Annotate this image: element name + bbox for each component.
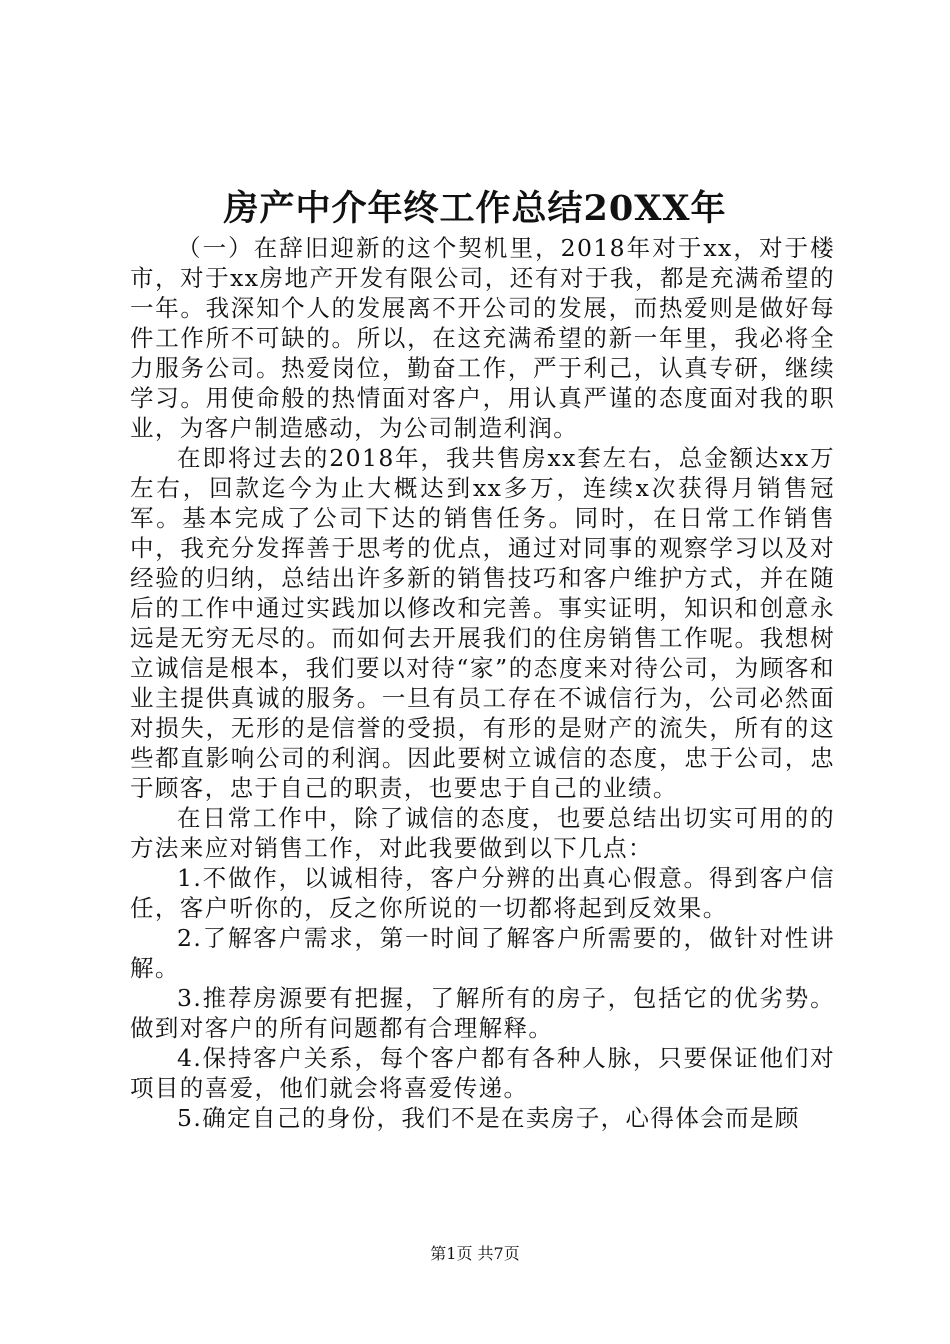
document-body — [130, 233, 835, 1133]
list-item: 1.不做作，以诚相待，客户分辨的出真心假意。得到客户信任，客户听你的，反之你所说的一切都将起到反效果。 — [130, 864, 835, 922]
page-footer: 第1页 共7页 — [430, 1244, 520, 1263]
list-item: 3.推荐房源要有把握，了解所有的房子，包括它的优劣势。做到对客户的所有问题都有合理解释。 — [130, 984, 835, 1042]
paragraph: （一）在辞旧迎新的这个契机里，2018年对于xx，对于楼市，对于xx房地产开发有限公司，还有对于我，都是充满希望的一年。我深知个人的发展离不开公司的发展，而热爱则是做好每件工作所不可缺的。所以，在这充满希望的新一年里，我必将全力服务公司。热爱岗位，勤奋工作，严于利己，认真专研，继续学习。用使命般的热情面对客户，用认真严谨的态度面对我的职业，为客户制造感动，为公司制造利润。 — [130, 234, 835, 442]
document-title: 房产中介年终工作总结20XX年 — [223, 188, 727, 229]
list-item: 2.了解客户需求，第一时间了解客户所需要的，做针对性讲解。 — [130, 924, 835, 982]
paragraph: 在日常工作中，除了诚信的态度，也要总结出切实可用的的方法来应对销售工作，对此我要做到以下几点： — [130, 804, 835, 862]
paragraph: 在即将过去的2018年，我共售房xx套左右，总金额达xx万左右，回款迄今为止大概达到xx多万，连续x次获得月销售冠军。基本完成了公司下达的销售任务。同时，在日常工作销售中，我充分发挥善于思考的优点，通过对同事的观察学习以及对经验的归纳，总结出许多新的销售技巧和客户维护方式，并在随后的工作中通过实践加以修改和完善。事实证明，知识和创意永远是无穷无尽的。而如何去开展我们的住房销售工作呢。我想树立诚信是根本，我们要以对待“家”的态度来对待公司，为顾客和业主提供真诚的服务。一旦有员工存在不诚信行为，公司必然面对损失，无形的是信誉的受损，有形的是财产的流失，所有的这些都直影响公司的利润。因此要树立诚信的态度，忠于公司，忠于顾客，忠于自己的职责，也要忠于自己的业绩。 — [130, 444, 835, 802]
list-item: 4.保持客户关系，每个客户都有各种人脉，只要保证他们对项目的喜爱，他们就会将喜爱传递。 — [130, 1044, 835, 1102]
list-item: 5.确定自己的身份，我们不是在卖房子，心得体会而是顾 — [177, 1104, 800, 1132]
